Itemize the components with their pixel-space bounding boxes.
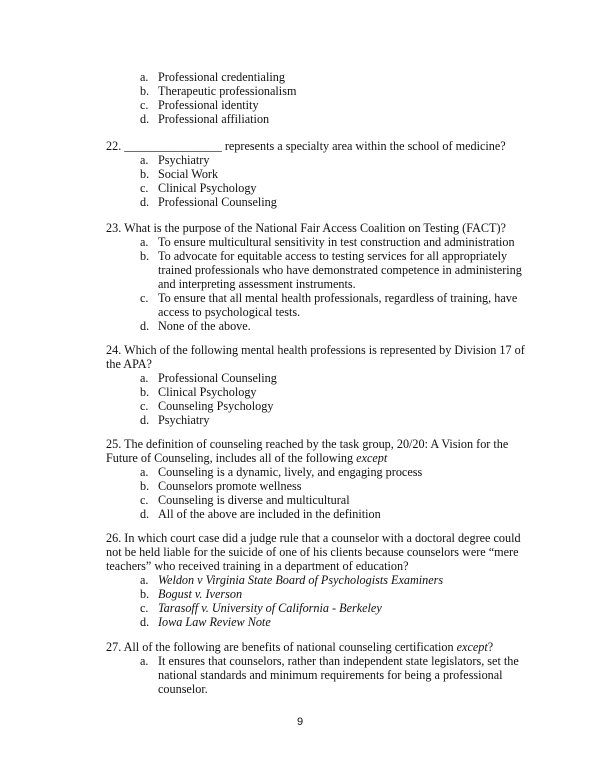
question-24 [106,343,526,427]
question-21-continuation [106,70,526,126]
option-item: b. Clinical Psychology [140,385,257,399]
option-item: a. Psychiatry [140,153,210,167]
option-item: b. Therapeutic professionalism [140,84,297,98]
question-stem: 23. What is the purpose of the National Fair Access Coalition on Testing (FACT)? [106,221,506,235]
option-list [106,70,526,126]
page-number: 9 [296,716,304,728]
option-item: a. Counseling is a dynamic, lively, and engaging process [140,465,423,479]
question-23 [106,221,526,333]
question-stem: 27. All of the following are benefits of national counseling certification except? [106,640,494,654]
option-list [106,371,526,427]
question-22 [106,139,526,209]
question-25 [106,437,526,521]
question-stem: 26. In which court case did a judge rule that a counselor with a doctoral degree could not be held liable for the suicide of one of his clients because counselors were “mere teachers” who received training in a department of education? [106,531,521,573]
question-26 [106,531,526,629]
option-item: c. Counseling is diverse and multicultural [140,493,350,507]
option-item: b. To advocate for equitable access to testing services for all appropriately trained professionals who have demonstrated competence in administering and interpreting assessment instruments. [140,249,522,291]
option-item: b. Bogust v. Iverson [140,587,243,601]
question-stem: 24. Which of the following mental health professions is represented by Division 17 of the APA? [106,343,525,371]
option-list [106,235,526,333]
option-list [106,654,526,696]
option-item: a. Professional Counseling [140,371,277,385]
option-item: a. It ensures that counselors, rather than independent state legislators, set the national standards and minimum requirements for being a professional counselor. [140,654,519,696]
option-item: d. Professional affiliation [140,112,270,126]
option-item: c. Tarasoff v. University of California - Berkeley [140,601,382,615]
option-item: a. To ensure multicultural sensitivity in test construction and administration [140,235,515,249]
option-item: c. Professional identity [140,98,259,112]
option-list [106,465,526,521]
option-list [106,573,526,629]
option-item: a. Weldon v Virginia State Board of Psychologists Examiners [140,573,444,587]
option-item: b. Counselors promote wellness [140,479,302,493]
option-list [106,153,526,209]
question-27 [106,640,526,696]
option-item: b. Social Work [140,167,219,181]
option-item: d. Iowa Law Review Note [140,615,271,629]
option-item: d. All of the above are included in the definition [140,507,381,521]
option-item: d. Psychiatry [140,413,210,427]
question-stem: 25. The definition of counseling reached by the task group, 20/20: A Vision for the Future of Counseling, includes all of the following except [106,437,509,465]
option-item: d. None of the above. [140,319,251,333]
question-stem: 22. ________________ represents a specialty area within the school of medicine? [106,139,506,153]
option-item: c. To ensure that all mental health professionals, regardless of training, have access to psychological tests. [140,291,518,319]
option-item: c. Counseling Psychology [140,399,274,413]
option-item: d. Professional Counseling [140,195,277,209]
option-item: a. Professional credentialing [140,70,285,84]
option-item: c. Clinical Psychology [140,181,257,195]
